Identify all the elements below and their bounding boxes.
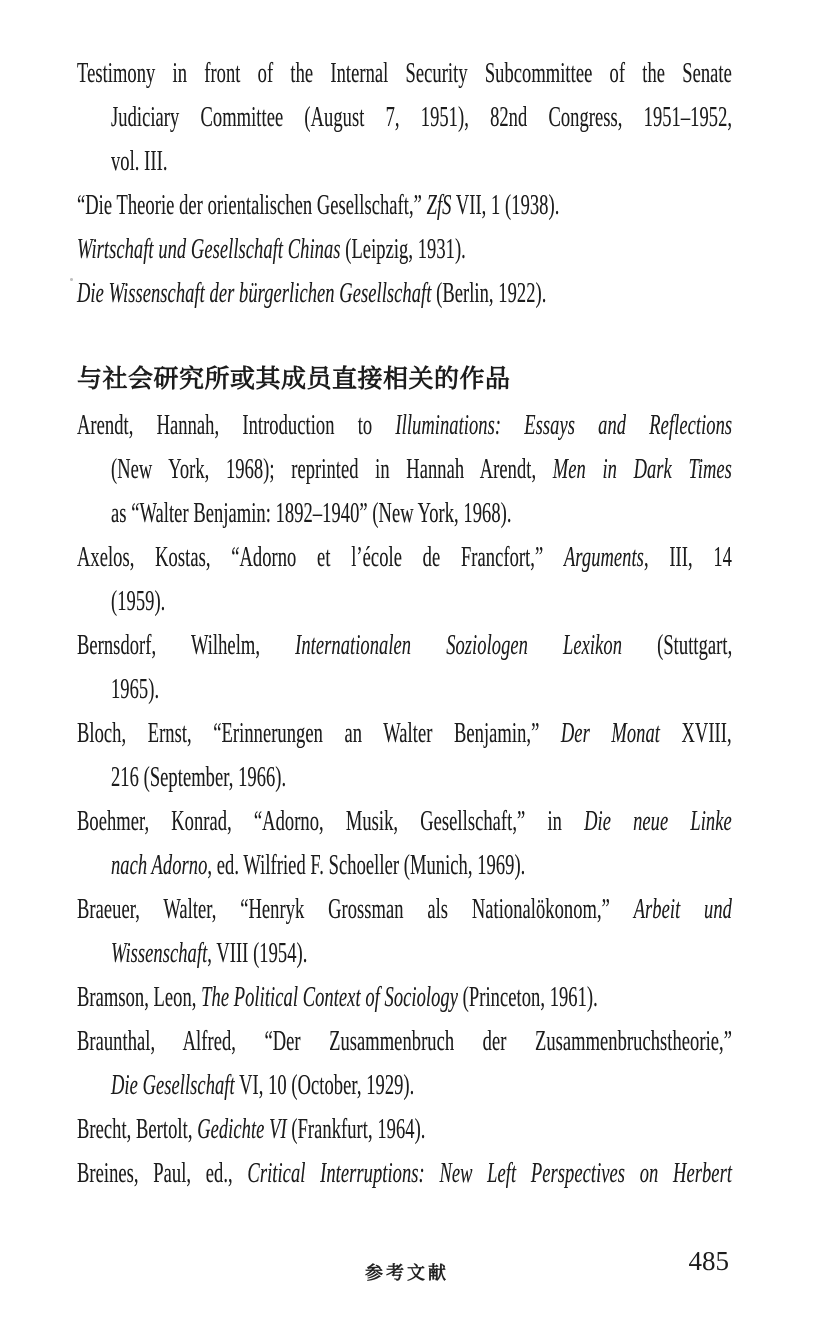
entry-text: , VIII (1954). bbox=[207, 938, 308, 969]
work-title-italic: Die Gesellschaft bbox=[111, 1070, 235, 1101]
entry-text: XVIII, bbox=[659, 718, 732, 749]
entry-text: Axelos, Kostas, “Adorno et l’école de Francfort,” bbox=[77, 542, 564, 573]
bibliography-line-text bbox=[77, 888, 732, 932]
bibliography-line bbox=[77, 668, 732, 712]
bibliography-line-text bbox=[77, 712, 732, 756]
work-title-italic: Die neue Linke bbox=[584, 806, 732, 837]
entry-text: Breines, Paul, ed., bbox=[77, 1158, 248, 1189]
bibliography-line bbox=[77, 624, 732, 668]
entry-text: (Stuttgart, bbox=[622, 630, 733, 661]
bibliography-related-works-section bbox=[77, 404, 732, 1196]
bibliography-line bbox=[77, 1108, 732, 1152]
entry-text: (Berlin, 1922). bbox=[431, 278, 547, 309]
bibliography-line-text bbox=[77, 976, 598, 1020]
work-title-italic: The Political Context of Sociology bbox=[201, 982, 458, 1013]
bibliography-line bbox=[77, 580, 732, 624]
entry-text: VII, 1 (1938). bbox=[451, 190, 560, 221]
page-number: 485 bbox=[688, 1246, 729, 1276]
bibliography-line-text bbox=[111, 140, 168, 184]
bibliography-line bbox=[77, 976, 732, 1020]
work-title-italic: Der Monat bbox=[560, 718, 660, 749]
entry-text: Arendt, Hannah, Introduction to bbox=[77, 410, 396, 441]
entry-text: Braunthal, Alfred, “Der Zusammenbruch der Zusammenbruchstheorie,” bbox=[77, 1026, 732, 1057]
bibliography-line-text bbox=[111, 844, 525, 888]
entry-text: Testimony in front of the Internal Security Subcommittee of the Senate bbox=[77, 58, 732, 89]
bibliography-line-text bbox=[77, 228, 466, 272]
entry-text: (Princeton, 1961). bbox=[457, 982, 598, 1013]
bibliography-line-text bbox=[77, 184, 559, 228]
bibliography-line-text bbox=[111, 668, 159, 712]
bibliography-line bbox=[77, 404, 732, 448]
entry-text: , ed. Wilfried F. Schoeller (Munich, 1969). bbox=[207, 850, 526, 881]
bibliography-line bbox=[77, 756, 732, 800]
entry-text: Boehmer, Konrad, “Adorno, Musik, Gesellschaft,” in bbox=[77, 806, 585, 837]
bibliography-line-text bbox=[111, 448, 732, 492]
bibliography-line bbox=[77, 184, 732, 228]
entry-text: Braeuer, Walter, “Henryk Grossman als Nationalökonom,” bbox=[77, 894, 634, 925]
bibliography-line bbox=[77, 140, 732, 184]
entry-text: (Frankfurt, 1964). bbox=[286, 1114, 426, 1145]
entry-text: Bramson, Leon, bbox=[77, 982, 202, 1013]
bibliography-line bbox=[77, 1152, 732, 1196]
bibliography-line bbox=[77, 888, 732, 932]
bibliography-line-text bbox=[77, 800, 732, 844]
footer-running-title: 参考文献 bbox=[365, 1263, 449, 1283]
bibliography-top-section bbox=[77, 52, 732, 316]
bibliography-line bbox=[77, 932, 732, 976]
entry-text: , III, 14 bbox=[643, 542, 732, 573]
bibliography-line bbox=[77, 800, 732, 844]
work-title-italic: Wissenschaft bbox=[111, 938, 208, 969]
entry-text: (1959). bbox=[111, 586, 166, 617]
bibliography-line-text bbox=[77, 1108, 425, 1152]
bibliography-line bbox=[77, 52, 732, 96]
bibliography-line-text bbox=[77, 52, 732, 96]
bibliography-line bbox=[77, 272, 732, 316]
entry-text: 216 (September, 1966). bbox=[111, 762, 287, 793]
bibliography-line-text bbox=[111, 580, 165, 624]
bibliography-line-text bbox=[77, 624, 732, 668]
work-title-italic: Internationalen Soziologen Lexikon bbox=[295, 630, 623, 661]
entry-text: (New York, 1968); reprinted in Hannah Arendt, bbox=[111, 454, 553, 485]
entry-text: Brecht, Bertolt, bbox=[77, 1114, 198, 1145]
entry-text: VI, 10 (October, 1929). bbox=[234, 1070, 415, 1101]
work-title-italic: Gedichte VI bbox=[197, 1114, 287, 1145]
bibliography-line bbox=[77, 712, 732, 756]
bibliography-line-text bbox=[77, 1152, 732, 1196]
bibliography-line bbox=[77, 1064, 732, 1108]
work-title-italic: Wirtschaft und Gesellschaft Chinas bbox=[77, 234, 341, 265]
bibliography-line bbox=[77, 536, 732, 580]
work-title-italic: Illuminations: Essays and Reflections bbox=[395, 410, 733, 441]
work-title-italic: Arbeit und bbox=[633, 894, 732, 925]
bibliography-line-text bbox=[111, 96, 732, 140]
bibliography-line-text bbox=[77, 536, 732, 580]
entry-text: vol. III. bbox=[111, 146, 168, 177]
bibliography-line-text bbox=[111, 932, 307, 976]
entry-text: (Leipzig, 1931). bbox=[340, 234, 466, 265]
entry-text: Bloch, Ernst, “Erinnerungen an Walter Benjamin,” bbox=[77, 718, 561, 749]
bibliography-line bbox=[77, 448, 732, 492]
bibliography-line-text bbox=[77, 404, 732, 448]
bibliography-line bbox=[77, 844, 732, 888]
bibliography-line bbox=[77, 1020, 732, 1064]
bibliography-line bbox=[77, 228, 732, 272]
work-title-italic: Critical Interruptions: New Left Perspectives on Herbert bbox=[247, 1158, 733, 1189]
bibliography-line bbox=[77, 96, 732, 140]
work-title-italic: Men in Dark Times bbox=[552, 454, 732, 485]
work-title-italic: Die Wissenschaft der bürgerlichen Gesellschaft bbox=[77, 278, 432, 309]
section-heading: 与社会研究所或其成员直接相关的作品 bbox=[77, 365, 511, 393]
entry-text: as “Walter Benjamin: 1892–1940” (New York, 1968). bbox=[111, 498, 512, 529]
scan-artifact-dot bbox=[70, 278, 73, 281]
bibliography-line-text bbox=[77, 1020, 732, 1064]
bibliography-line-text bbox=[111, 756, 286, 800]
bibliography-line-text bbox=[111, 1064, 414, 1108]
entry-text: Bernsdorf, Wilhelm, bbox=[77, 630, 296, 661]
bibliography-line-text bbox=[111, 492, 512, 536]
work-title-italic: ZfS bbox=[426, 190, 452, 221]
work-title-italic: nach Adorno bbox=[111, 850, 208, 881]
entry-text: “Die Theorie der orientalischen Gesellschaft,” bbox=[77, 190, 427, 221]
entry-text: 1965). bbox=[111, 674, 160, 705]
bibliography-line bbox=[77, 492, 732, 536]
bibliography-line-text bbox=[77, 272, 546, 316]
work-title-italic: Arguments bbox=[563, 542, 644, 573]
entry-text: Judiciary Committee (August 7, 1951), 82nd Congress, 1951–1952, bbox=[111, 102, 733, 133]
